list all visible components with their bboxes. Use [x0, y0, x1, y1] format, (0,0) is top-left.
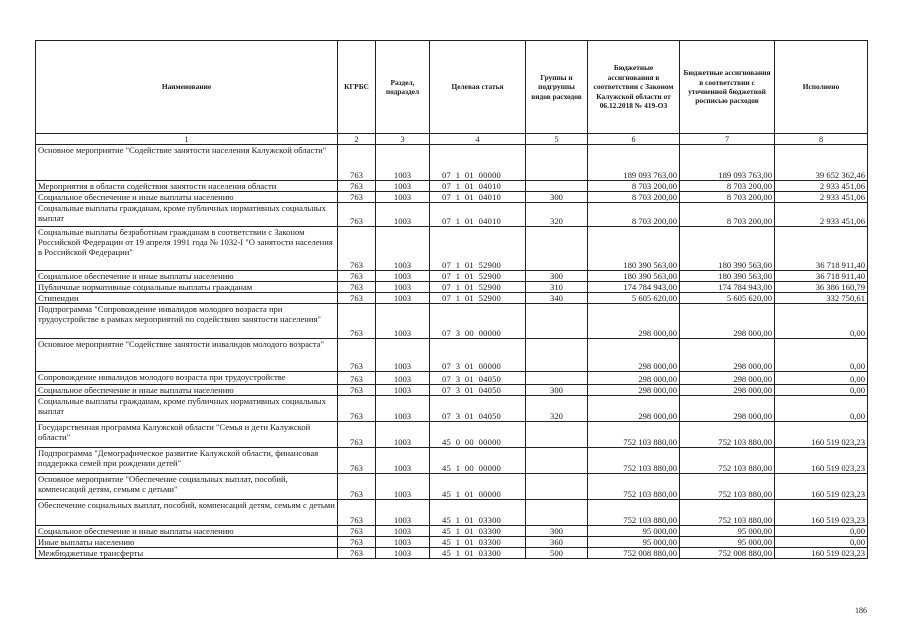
row-law-allocation: 298 000,00	[588, 385, 680, 396]
table-row	[36, 271, 868, 282]
row-executed: 0,00	[775, 537, 868, 548]
row-name: Основное мероприятие "Содействие занятости населения Калужской области"	[36, 145, 338, 181]
row-expense-group	[526, 145, 588, 181]
row-expense-group: 300	[526, 271, 588, 282]
column-number: 4	[430, 134, 526, 145]
row-executed: 39 652 362,46	[775, 145, 868, 181]
budget-table-sheet	[35, 40, 867, 559]
row-executed: 160 519 023,23	[775, 448, 868, 474]
row-section: 1003	[376, 422, 430, 448]
row-law-allocation: 95 000,00	[588, 526, 680, 537]
column-number: 8	[775, 134, 868, 145]
row-executed: 36 718 911,40	[775, 271, 868, 282]
row-name: Основное мероприятие "Содействие занятости инвалидов молодого возраста"	[36, 339, 338, 372]
row-executed: 0,00	[775, 372, 868, 385]
row-name: Мероприятия в области содействия занятости населения области	[36, 181, 338, 192]
row-section: 1003	[376, 271, 430, 282]
column-number: 5	[526, 134, 588, 145]
row-section: 1003	[376, 474, 430, 500]
row-refined-allocation: 180 390 563,00	[680, 271, 775, 282]
table-body	[36, 145, 868, 559]
row-name: Социальные выплаты безработным гражданам в соответствии с Законом Российской Федерации от 19 апреля 1991 года № 1032-I "О занятости населения в Российской Федерации"	[36, 227, 338, 271]
row-kgrbs: 763	[338, 293, 376, 304]
row-executed: 0,00	[775, 304, 868, 339]
row-kgrbs: 763	[338, 271, 376, 282]
table-row	[36, 304, 868, 339]
row-law-allocation: 298 000,00	[588, 396, 680, 422]
row-target-article: 07 1 01 52900	[430, 271, 526, 282]
row-kgrbs: 763	[338, 339, 376, 372]
table-row	[36, 227, 868, 271]
table-header	[36, 41, 868, 145]
row-refined-allocation: 752 103 880,00	[680, 500, 775, 526]
row-section: 1003	[376, 385, 430, 396]
row-expense-group: 300	[526, 192, 588, 203]
row-kgrbs: 763	[338, 474, 376, 500]
row-section: 1003	[376, 396, 430, 422]
row-executed: 2 933 451,06	[775, 192, 868, 203]
column-number: 6	[588, 134, 680, 145]
row-executed: 160 519 023,23	[775, 422, 868, 448]
table-row	[36, 203, 868, 227]
row-executed: 160 519 023,23	[775, 500, 868, 526]
row-law-allocation: 752 008 880,00	[588, 548, 680, 559]
row-expense-group	[526, 181, 588, 192]
row-expense-group: 300	[526, 385, 588, 396]
row-section: 1003	[376, 339, 430, 372]
row-section: 1003	[376, 304, 430, 339]
row-refined-allocation: 298 000,00	[680, 304, 775, 339]
row-kgrbs: 763	[338, 227, 376, 271]
row-kgrbs: 763	[338, 422, 376, 448]
page-number: 186	[855, 606, 867, 615]
row-expense-group: 500	[526, 548, 588, 559]
row-refined-allocation: 298 000,00	[680, 385, 775, 396]
row-executed: 160 519 023,23	[775, 474, 868, 500]
row-law-allocation: 8 703 200,00	[588, 181, 680, 192]
header-executed: Исполнено	[775, 41, 868, 134]
row-name: Основное мероприятие "Обеспечение социальных выплат, пособий, компенсаций детям, семьям с детьми"	[36, 474, 338, 500]
row-target-article: 07 3 01 00000	[430, 339, 526, 372]
row-target-article: 07 3 01 04050	[430, 372, 526, 385]
row-kgrbs: 763	[338, 385, 376, 396]
row-expense-group: 300	[526, 526, 588, 537]
column-number-row	[36, 134, 868, 145]
header-refined-allocations: Бюджетные ассигнования в соответствии с уточненной бюджетной росписью расходов	[680, 41, 775, 134]
header-groups: Группы и подгруппы видов расходов	[526, 41, 588, 134]
row-executed: 0,00	[775, 385, 868, 396]
row-name: Социальные выплаты гражданам, кроме публичных нормативных социальных выплат	[36, 203, 338, 227]
row-expense-group	[526, 422, 588, 448]
row-name: Межбюджетные трансферты	[36, 548, 338, 559]
header-kgrbs: КГРБС	[338, 41, 376, 134]
row-kgrbs: 763	[338, 448, 376, 474]
table-row	[36, 526, 868, 537]
row-expense-group	[526, 227, 588, 271]
header-law-allocations: Бюджетные ассигнования в соответствии с Законом Калужской области от 06.12.2018 № 419-ОЗ	[588, 41, 680, 134]
row-section: 1003	[376, 203, 430, 227]
row-kgrbs: 763	[338, 372, 376, 385]
row-target-article: 45 1 01 03300	[430, 526, 526, 537]
table-row	[36, 474, 868, 500]
row-law-allocation: 174 784 943,00	[588, 282, 680, 293]
row-executed: 0,00	[775, 526, 868, 537]
row-target-article: 45 1 00 00000	[430, 448, 526, 474]
row-law-allocation: 752 103 880,00	[588, 474, 680, 500]
row-executed: 332 750,61	[775, 293, 868, 304]
row-name: Государственная программа Калужской области "Семья и дети Калужской области"	[36, 422, 338, 448]
table-row	[36, 500, 868, 526]
row-kgrbs: 763	[338, 396, 376, 422]
table-row	[36, 537, 868, 548]
row-kgrbs: 763	[338, 203, 376, 227]
row-refined-allocation: 95 000,00	[680, 537, 775, 548]
row-expense-group	[526, 372, 588, 385]
row-kgrbs: 763	[338, 500, 376, 526]
row-expense-group: 340	[526, 293, 588, 304]
row-law-allocation: 752 103 880,00	[588, 448, 680, 474]
row-refined-allocation: 95 000,00	[680, 526, 775, 537]
row-kgrbs: 763	[338, 181, 376, 192]
row-executed: 36 386 160,79	[775, 282, 868, 293]
row-section: 1003	[376, 526, 430, 537]
row-expense-group: 360	[526, 537, 588, 548]
row-name: Социальное обеспечение и иные выплаты населению	[36, 192, 338, 203]
row-target-article: 07 1 01 00000	[430, 145, 526, 181]
row-law-allocation: 298 000,00	[588, 339, 680, 372]
row-executed: 160 519 023,23	[775, 548, 868, 559]
header-section: Раздел, подраздел	[376, 41, 430, 134]
row-section: 1003	[376, 293, 430, 304]
row-target-article: 07 1 01 04010	[430, 203, 526, 227]
row-expense-group	[526, 448, 588, 474]
row-refined-allocation: 8 703 200,00	[680, 203, 775, 227]
row-section: 1003	[376, 181, 430, 192]
row-law-allocation: 8 703 200,00	[588, 192, 680, 203]
row-expense-group	[526, 304, 588, 339]
table-row	[36, 339, 868, 372]
row-expense-group	[526, 500, 588, 526]
row-law-allocation: 95 000,00	[588, 537, 680, 548]
row-refined-allocation: 752 103 880,00	[680, 474, 775, 500]
table-row	[36, 192, 868, 203]
row-name: Иные выплаты населению	[36, 537, 338, 548]
table-row	[36, 385, 868, 396]
budget-execution-table	[35, 40, 868, 559]
row-section: 1003	[376, 448, 430, 474]
row-kgrbs: 763	[338, 282, 376, 293]
row-refined-allocation: 752 103 880,00	[680, 448, 775, 474]
row-law-allocation: 8 703 200,00	[588, 203, 680, 227]
row-expense-group	[526, 339, 588, 372]
table-row	[36, 293, 868, 304]
row-expense-group: 320	[526, 203, 588, 227]
row-name: Подпрограмма "Демографическое развитие Калужской области, финансовая поддержка семей при рождении детей"	[36, 448, 338, 474]
row-refined-allocation: 174 784 943,00	[680, 282, 775, 293]
column-number: 7	[680, 134, 775, 145]
row-kgrbs: 763	[338, 548, 376, 559]
row-target-article: 07 3 01 04050	[430, 396, 526, 422]
row-refined-allocation: 5 605 620,00	[680, 293, 775, 304]
row-name: Подпрограмма "Сопровождение инвалидов молодого возраста при трудоустройстве в рамках мероприятий по содействию занятости населения"	[36, 304, 338, 339]
row-refined-allocation: 298 000,00	[680, 396, 775, 422]
row-target-article: 45 1 01 03300	[430, 548, 526, 559]
row-executed: 2 933 451,06	[775, 203, 868, 227]
row-section: 1003	[376, 537, 430, 548]
table-row	[36, 181, 868, 192]
row-law-allocation: 752 103 880,00	[588, 500, 680, 526]
row-name: Обеспечение социальных выплат, пособий, компенсаций детям, семьям с детьми	[36, 500, 338, 526]
row-refined-allocation: 189 093 763,00	[680, 145, 775, 181]
row-law-allocation: 298 000,00	[588, 372, 680, 385]
row-kgrbs: 763	[338, 192, 376, 203]
row-refined-allocation: 752 103 880,00	[680, 422, 775, 448]
row-refined-allocation: 298 000,00	[680, 372, 775, 385]
row-name: Сопровождение инвалидов молодого возраста при трудоустройстве	[36, 372, 338, 385]
row-law-allocation: 5 605 620,00	[588, 293, 680, 304]
row-executed: 0,00	[775, 339, 868, 372]
row-expense-group	[526, 474, 588, 500]
row-law-allocation: 180 390 563,00	[588, 271, 680, 282]
row-kgrbs: 763	[338, 304, 376, 339]
row-refined-allocation: 8 703 200,00	[680, 192, 775, 203]
row-refined-allocation: 180 390 563,00	[680, 227, 775, 271]
row-refined-allocation: 298 000,00	[680, 339, 775, 372]
row-law-allocation: 752 103 880,00	[588, 422, 680, 448]
row-target-article: 07 1 01 04010	[430, 192, 526, 203]
row-kgrbs: 763	[338, 526, 376, 537]
row-target-article: 07 3 01 04050	[430, 385, 526, 396]
row-section: 1003	[376, 192, 430, 203]
row-executed: 2 933 451,06	[775, 181, 868, 192]
column-number: 2	[338, 134, 376, 145]
header-name: Наименование	[36, 41, 338, 134]
header-target: Целевая статья	[430, 41, 526, 134]
row-target-article: 45 1 01 03300	[430, 537, 526, 548]
row-law-allocation: 189 093 763,00	[588, 145, 680, 181]
row-target-article: 45 1 01 03300	[430, 500, 526, 526]
row-executed: 0,00	[775, 396, 868, 422]
row-name: Стипендии	[36, 293, 338, 304]
table-row	[36, 422, 868, 448]
table-row	[36, 282, 868, 293]
table-row	[36, 372, 868, 385]
table-row	[36, 396, 868, 422]
row-section: 1003	[376, 227, 430, 271]
row-law-allocation: 180 390 563,00	[588, 227, 680, 271]
column-number: 3	[376, 134, 430, 145]
row-target-article: 07 1 01 52900	[430, 282, 526, 293]
row-target-article: 07 1 01 04010	[430, 181, 526, 192]
row-target-article: 07 3 00 00000	[430, 304, 526, 339]
row-refined-allocation: 752 008 880,00	[680, 548, 775, 559]
row-executed: 36 718 911,40	[775, 227, 868, 271]
row-name: Социальное обеспечение и иные выплаты населению	[36, 526, 338, 537]
column-number: 1	[36, 134, 338, 145]
row-kgrbs: 763	[338, 145, 376, 181]
row-section: 1003	[376, 372, 430, 385]
row-name: Социальные выплаты гражданам, кроме публичных нормативных социальных выплат	[36, 396, 338, 422]
table-row	[36, 145, 868, 181]
row-section: 1003	[376, 145, 430, 181]
table-row	[36, 448, 868, 474]
row-expense-group: 310	[526, 282, 588, 293]
row-name: Публичные нормативные социальные выплаты гражданам	[36, 282, 338, 293]
row-expense-group: 320	[526, 396, 588, 422]
row-target-article: 45 1 01 00000	[430, 474, 526, 500]
row-kgrbs: 763	[338, 537, 376, 548]
row-law-allocation: 298 000,00	[588, 304, 680, 339]
row-target-article: 45 0 00 00000	[430, 422, 526, 448]
row-section: 1003	[376, 500, 430, 526]
row-target-article: 07 1 01 52900	[430, 227, 526, 271]
row-section: 1003	[376, 282, 430, 293]
row-section: 1003	[376, 548, 430, 559]
row-name: Социальное обеспечение и иные выплаты населению	[36, 385, 338, 396]
row-name: Социальное обеспечение и иные выплаты населению	[36, 271, 338, 282]
row-refined-allocation: 8 703 200,00	[680, 181, 775, 192]
row-target-article: 07 1 01 52900	[430, 293, 526, 304]
table-row	[36, 548, 868, 559]
